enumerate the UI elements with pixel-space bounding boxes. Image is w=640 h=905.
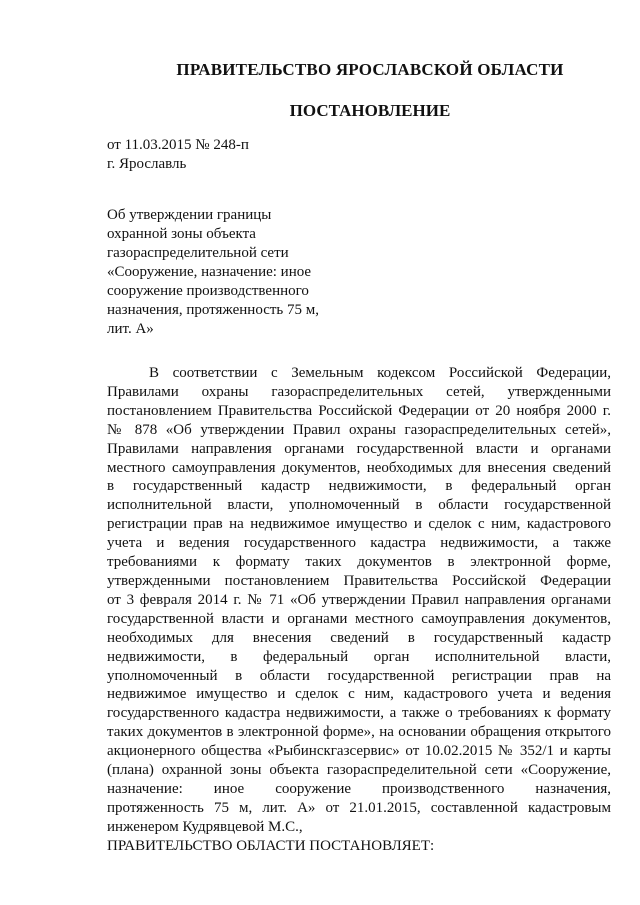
body-line: в государственный кадастр недвижимости, в федеральный орган	[107, 478, 611, 495]
body-line: уполномоченный в области государственной регистрации прав на	[107, 667, 611, 684]
body-line: требованиями к формату таких документов в электронной форме,	[107, 554, 611, 571]
subject-line: Об утверждении границы	[107, 207, 272, 223]
document-meta	[107, 136, 249, 174]
subject-line: сооружение производственного	[107, 283, 309, 299]
body-line: Правилами направления органами государственной власти и органами	[107, 440, 611, 457]
body-line: учета и ведения государственного кадастра недвижимости, а также	[107, 535, 611, 552]
subject-block	[107, 206, 367, 339]
subject-line: охранной зоны объекта	[107, 226, 256, 242]
subject-line: «Сооружение, назначение: иное	[107, 264, 312, 280]
subject-line: лит. А»	[107, 321, 154, 337]
body-line: недвижимости, в федеральный орган исполнительной власти,	[107, 648, 611, 665]
resolution-clause: ПРАВИТЕЛЬСТВО ОБЛАСТИ ПОСТАНОВЛЯЕТ:	[107, 837, 435, 854]
body-line: В соответствии с Земельным кодексом Российской Федерации,	[149, 365, 611, 381]
body-paragraph	[107, 364, 611, 856]
body-line: № 878 «Об утверждении Правил охраны газораспределительных сетей»,	[107, 421, 611, 438]
document-type-heading: ПОСТАНОВЛЕНИЕ	[289, 101, 451, 120]
date-number-line: от 11.03.2015 № 248-п	[107, 137, 249, 153]
body-line: (плана) охранной зоны объекта газораспределительной сети «Сооружение,	[107, 762, 611, 779]
subject-line: газораспределительной сети	[107, 245, 289, 261]
body-line: Правилами охраны газораспределительных сетей, утвержденными	[107, 383, 611, 400]
body-line: необходимых для внесения сведений в государственный кадастр	[107, 629, 611, 646]
body-line: от 3 февраля 2014 г. № 71 «Об утверждении Правил направления органами	[107, 591, 611, 608]
body-line: недвижимое имущество и сделок с ним, кадастрового учета и ведения	[107, 686, 611, 703]
body-line: утвержденными постановлением Правительства Российской Федерации	[107, 572, 611, 589]
body-line: инженером Кудрявцевой М.С.,	[107, 818, 303, 835]
city-line: г. Ярославль	[107, 156, 187, 172]
organization-title: ПРАВИТЕЛЬСТВО ЯРОСЛАВСКОЙ ОБЛАСТИ	[176, 60, 564, 79]
body-line: исполнительной власти, уполномоченный в области государственной	[107, 497, 611, 514]
body-line: назначение: иное сооружение производственного назначения,	[107, 780, 611, 797]
body-line: таких документов в электронной форме», на основании обращения открытого	[107, 724, 611, 741]
body-line: протяженность 75 м, лит. А» от 21.01.2015, составленной кадастровым	[107, 799, 611, 816]
body-line: местного самоуправления документов, необходимых для внесения сведений	[107, 459, 611, 476]
body-line: государственной власти и органами местного самоуправления документов,	[107, 610, 611, 627]
body-line: регистрации прав на недвижимое имущество и сделок с ним, кадастрового	[107, 516, 611, 533]
body-line: государственного кадастра недвижимости, а также о требованиях к формату	[107, 705, 611, 722]
body-line: акционерного общества «Рыбинскгазсервис» от 10.02.2015 № 352/1 и карты	[107, 743, 611, 760]
subject-line: назначения, протяженность 75 м,	[107, 302, 319, 318]
body-line: постановлением Правительства Российской Федерации от 20 ноября 2000 г.	[107, 402, 611, 419]
